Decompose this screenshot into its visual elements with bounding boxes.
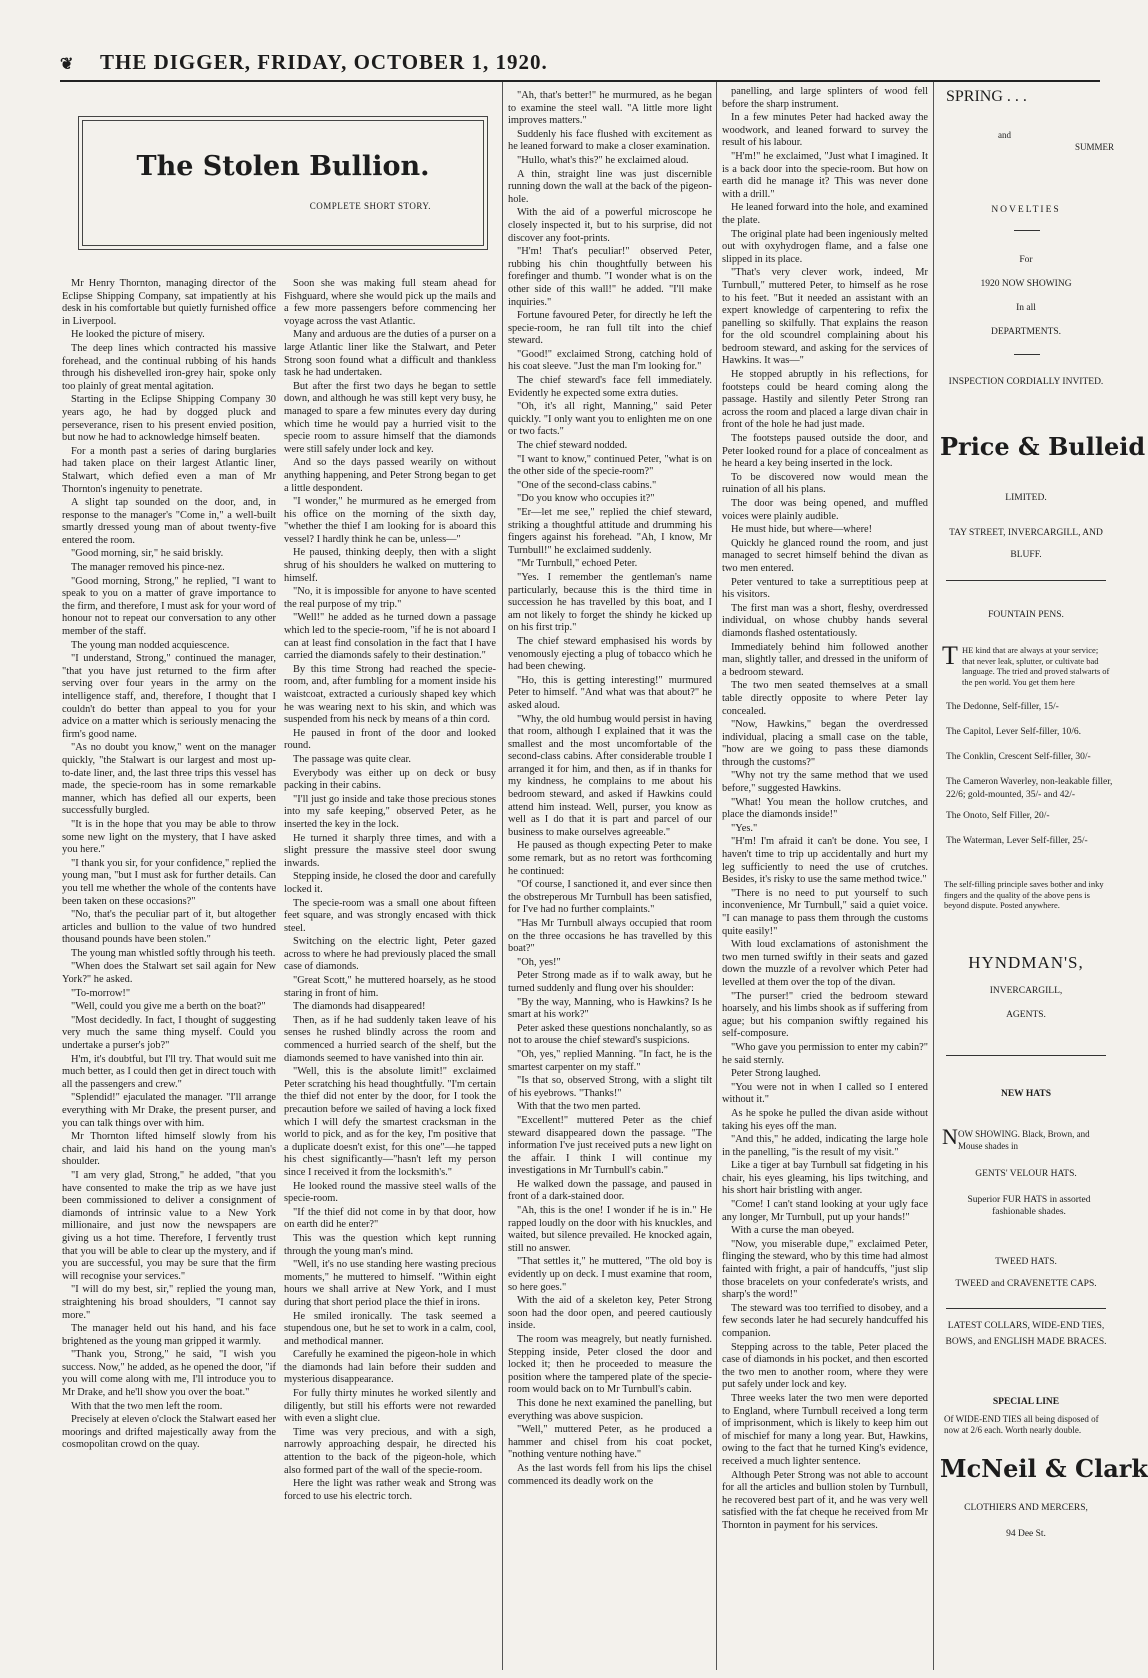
- story-paragraph: "You were not in when I called so I entered without it.": [722, 1081, 928, 1106]
- story-paragraph: "To-morrow!": [71, 987, 131, 999]
- hyndman-name: HYNDMAN'S,: [968, 953, 1084, 972]
- story-paragraph: Suddenly his face flushed with excitement as he leaned forward to make a closer examination.: [508, 128, 712, 153]
- story-paragraph: The steward was too terrified to disobey, and a few seconds later he had securely handcuffed his companion.: [722, 1302, 928, 1339]
- pen-item: The Conklin, Crescent Self-filler, 30/-: [946, 752, 1091, 762]
- story-paragraph: And so the days passed wearily on without anything happening, and Peter Strong began to get a little despondent.: [284, 457, 496, 494]
- story-paragraph: Many and arduous are the duties of a purser on a large Atlantic liner like the Stalwart, and Peter Strong soon found what a difficult and thankless task he had undertaken.: [284, 329, 496, 379]
- limited-text: LIMITED.: [1005, 493, 1047, 503]
- story-paragraph: "What! You mean the hollow crutches, and place the diamonds inside!": [722, 796, 928, 821]
- story-paragraph: "By the way, Manning, who is Hawkins? Is he smart at his work?": [508, 996, 712, 1021]
- story-paragraph: "No, that's the peculiar part of it, but altogether articles and bullion to the value of two hundred thousand pounds have been stolen.": [62, 909, 276, 946]
- velour-hats: GENTS' VELOUR HATS.: [975, 1169, 1077, 1179]
- story-paragraph: "Ah, that's better!" he murmured, as he began to examine the steel wall. "A little more light improves matters.": [508, 90, 712, 127]
- fountain-pens-ad: [938, 581, 1114, 923]
- story-paragraph: He paused as though expecting Peter to make some remark, but as no retort was forthcoming he continued:: [508, 840, 712, 877]
- story-paragraph: He smiled ironically. The task seemed a stupendous one, but he set to work in a calm, cool, and methodical manner.: [284, 1310, 496, 1347]
- story-paragraph: Precisely at eleven o'clock the Stalwart eased her moorings and drifted majestically away from the cosmopolitan crowd on the quay.: [62, 1414, 276, 1451]
- story-paragraph: The young man nodded acquiescence.: [71, 639, 230, 651]
- story-paragraph: Then, as if he had suddenly taken leave of his senses he rushed blindly across the room and commenced a hurried search of the shelf, but the diamonds seemed to have vanished into thin air.: [284, 1014, 496, 1064]
- story-paragraph: "It is in the hope that you may be able to throw some new light on the mystery, that I have asked you here.": [62, 818, 276, 856]
- story-paragraph: "One of the second-class cabins.": [517, 479, 657, 491]
- story-paragraph: Everybody was either up on deck or busy packing in their cabins.: [284, 767, 496, 792]
- mcneil-clark-name: McNeil & Clark: [940, 1454, 1148, 1483]
- pen-item: The Capitol, Lever Self-filler, 10/6.: [946, 727, 1081, 737]
- story-paragraph: "And this," he added, indicating the large hole in the panelling, "is the result of my visit.": [722, 1134, 928, 1158]
- story-paragraph: "Has Mr Turnbull always occupied that room on the three occasions he has travelled by this boat?": [508, 918, 712, 955]
- summer-word: SUMMER: [1074, 142, 1114, 152]
- story-paragraph: The footsteps paused outside the door, and Peter looked round for a place of concealment as he heard a key being inserted in the lock.: [722, 433, 928, 470]
- tweed-caps: TWEED and CRAVENETTE CAPS.: [955, 1279, 1097, 1289]
- story-paragraph: A slight tap sounded on the door, and, in response to the manager's "Come in," a well-built smartly dressed young man of about twenty-five entered the room.: [62, 497, 276, 546]
- story-paragraph: Although Peter Strong was not able to account for all the articles and bullion stolen by Turnbull, he recovered best part of it, and he was very well satisfied with the fat cheque he received from Mr Thornton in payment for his services.: [722, 1469, 928, 1531]
- story-paragraph: This done he next examined the panelling, but everything was above suspicion.: [508, 1397, 712, 1422]
- story-paragraph: The chief steward's face fell immediately. Evidently he expected some extra duties.: [508, 375, 712, 399]
- story-paragraph: The young man whistled softly through his teeth.: [71, 947, 276, 959]
- story-paragraph: He looked the picture of misery.: [71, 329, 205, 341]
- story-paragraph: Switching on the electric light, Peter gazed across to where he had previously placed the small case of diamonds.: [284, 936, 496, 973]
- dee-street-text: 94 Dee St.: [1006, 1529, 1046, 1539]
- story-paragraph: Peter Strong laughed.: [731, 1068, 821, 1080]
- story-paragraph: As the last words fell from his lips the chisel commenced its deadly work on the: [508, 1462, 712, 1487]
- and-word: and: [998, 130, 1011, 140]
- in-all-text: In all: [1016, 303, 1036, 313]
- tweed-hats: TWEED HATS.: [995, 1257, 1057, 1267]
- story-paragraph: Fortune favoured Peter, for directly he left the specie-room, he ran full tilt into the chief steward.: [508, 310, 712, 347]
- story-paragraph: The passage was quite clear.: [293, 753, 412, 765]
- story-paragraph: "Now, Hawkins," began the overdressed individual, placing a small case on the table, "how are we going to pass these diamonds through the customs?": [722, 719, 928, 768]
- pen-item: The Onoto, Self Filler, 20/-: [946, 811, 1050, 821]
- story-paragraph: To be discovered now would mean the ruination of all his plans.: [722, 471, 928, 496]
- now-showing-hats: OW SHOWING. Black, Brown, and Mouse shades in: [958, 1129, 1090, 1151]
- story-paragraph: In a few minutes Peter had hacked away the woodwork, and leaned forward to survey the result of his labour.: [722, 112, 928, 149]
- story-paragraph: With a curse the man obeyed.: [731, 1225, 855, 1237]
- story-paragraph: Like a tiger at bay Turnbull sat fidgeting in his chair, his eyes gleaming, his lips twitching, and his short hair bristling with anger.: [722, 1160, 928, 1197]
- story-paragraph: "Yes. I remember the gentleman's name particularly, because this is the third time in succession he has travelled by this boat, and I am not likely to forget the shindy he kicked up on his first trip.": [508, 571, 712, 634]
- story-paragraph: "Well," muttered Peter, as he produced a hammer and chisel from his coat pocket, "nothing venture nothing have.": [508, 1424, 712, 1461]
- story-paragraph: "Good morning, Strong," he replied, "I want to speak to you on a matter of grave importance to the firm, and therefore, I must ask for your word of honour not to repeat our conversation to any other member of the staff.: [62, 575, 276, 638]
- fur-hats: Superior FUR HATS in assorted fashionable shades.: [967, 1195, 1091, 1217]
- story-paragraph: "I wonder," he murmured as he emerged from his office on the morning of the sixth day, "whether the thief I am looking for is aboard this vessel? I hardly think he can be, unless—": [284, 496, 496, 545]
- story-paragraph: The diamonds had disappeared!: [293, 1001, 426, 1013]
- story-paragraph: The deep lines which contracted his massive forehead, and the continual rubbing of his hands through his dishevelled iron-grey hair, spoke only too plainly of great mental agitation.: [62, 342, 276, 392]
- advertisement-column: [938, 82, 1148, 1678]
- story-paragraph: The door was being opened, and muffled voices were plainly audible.: [722, 498, 928, 522]
- story-paragraph: "Why not try the same method that we used before," suggested Hawkins.: [722, 770, 928, 795]
- story-paragraph: "Oh, yes!": [517, 956, 561, 968]
- story-paragraph: He turned it sharply three times, and with a slight pressure the massive steel door swung inwards.: [284, 832, 496, 869]
- story-paragraph: He paused in front of the door and looked round.: [284, 727, 496, 752]
- story-column-4: [722, 86, 928, 1670]
- story-paragraph: "Ah, this is the one! I wonder if he is in." He rapped loudly on the door with his knuckles, and waited, but silence prevailed. He knocked again, still no answer.: [508, 1205, 712, 1254]
- story-paragraph: Mr Henry Thornton, managing director of the Eclipse Shipping Company, sat impatiently at his desk in his comfortable but quietly furnished office in Liverpool.: [62, 278, 276, 327]
- story-paragraph: The chief steward nodded.: [517, 440, 628, 452]
- story-paragraph: "Good morning, sir," he said briskly.: [71, 548, 224, 560]
- agents-text: AGENTS.: [1006, 1010, 1046, 1020]
- story-paragraph: The manager removed his pince-nez.: [71, 562, 225, 574]
- story-paragraph: By this time Strong had reached the specie-room, and, after fumbling for a moment inside his waistcoat, extracted a curiously shaped key which he was wearing next to his skin, and which was suspended from his neck by means of a thin cord.: [284, 663, 496, 726]
- story-paragraph: The manager held out his hand, and his face brightened as the young man gripped it warmly.: [62, 1323, 276, 1347]
- story-paragraph: With loud exclamations of astonishment the two men turned swiftly in their seats and gazed down the muzzle of a revolver which Peter had levelled at them over the top of the divan.: [722, 939, 928, 988]
- price-bulleid-ad: [938, 82, 1146, 522]
- story-paragraph: "I want to know," continued Peter, "what is on the other side of the specie-room?": [508, 453, 712, 478]
- hyndman-ad: [938, 923, 1114, 1043]
- story-paragraph: But after the first two days he began to settle down, and although he was still kept very busy, he managed to spare a few minutes every day during which time he would pay a hurried visit to the specie room to assure himself that the diamonds were still safely under lock and key.: [284, 380, 496, 455]
- story-paragraph: With the aid of a skeleton key, Peter Strong soon had the door open, and peered cautiously inside.: [508, 1295, 712, 1332]
- story-paragraph: "Er—let me see," replied the chief steward, striking a thoughtful attitude and drumming his fingers against his forehead. "Ah, I know, Mr Turnbull!" he exclaimed suddenly.: [508, 507, 712, 556]
- hyndman-city: INVERCARGILL,: [989, 986, 1063, 996]
- story-paragraph: "Who gave you permission to enter my cabin?" he said sternly.: [722, 1041, 928, 1066]
- story-paragraph: Peter Strong made as if to walk away, but he turned suddenly and flung over his shoulder:: [508, 970, 712, 994]
- story-paragraph: "That's very clever work, indeed, Mr Turnbull," muttered Peter, to himself as he rose to his feet. "But it needed an assistant with an expert knowledge of carpentering to refix the panelling so skilfully. That explains the reason for the old scoundrel complaining about his bedroom steward, and asking for the services of Hawkins. It was—": [722, 267, 928, 367]
- story-paragraph: Here the light was rather weak and Strong was forced to use his electric torch.: [284, 1478, 496, 1502]
- pen-item: The Dedonne, Self-filler, 15/-: [946, 702, 1059, 712]
- story-paragraph: "Well, this is the absolute limit!" exclaimed Peter scratching his head thoughtfully. "I'm certain the thief did not enter by the door, for I took the precaution before we sailed of having a lock fixed which I will defy the smartest cracksman in the world to pick, and as for the key, I'm positive that a duplicate doesn't exist, for this one"—he tapped his chest significantly—"hasn't left my person since I received it from the locksmith's.": [284, 1066, 496, 1178]
- story-paragraph: Carefully he examined the pigeon-hole in which the diamonds had lain before their sudden and mysterious disappearance.: [284, 1349, 496, 1386]
- story-paragraph: "I am very glad, Strong," he added, "that you have consented to make the trip as we have just been commissioned to deliver a consignment of diamonds of intrinsic value to a New York millionaire, and just now the newspapers are giving us a hot time. Therefore, I fervently trust that you will be able to clear up the mystery, and if you are successful, you may be sure that the firm will recognise your services.": [62, 1169, 276, 1282]
- story-paragraph: "If the thief did not come in by that door, how on earth did he enter?": [284, 1206, 496, 1231]
- pens-drop-cap: T: [942, 641, 958, 670]
- story-paragraph: "Now, you miserable dupe," exclaimed Peter, flinging the steward, who by this time had almost fainted with fright, a pair of handcuffs, "just slip those bracelets on your confederate's wrists, and sharp's the word!": [722, 1238, 928, 1301]
- story-paragraph: Starting in the Eclipse Shipping Company 30 years ago, he had by dogged pluck and perseverance, risen to his present envied position, but now he had to acknowledge himself beaten.: [62, 394, 276, 444]
- masthead-ornament-icon: ❦: [60, 56, 75, 73]
- story-paragraph: Quickly he glanced round the room, and just managed to secret himself behind the divan as two men entered.: [722, 537, 928, 574]
- story-column-1: [62, 278, 276, 1670]
- now-showing-text: 1920 NOW SHOWING: [980, 279, 1072, 289]
- story-column-3: [508, 90, 712, 1670]
- story-paragraph: "There is no need to put yourself to such inconvenience, Mr Turnbull," said a quiet voice. "I can manage to pass them through the customs quite easily!": [722, 887, 928, 937]
- story-paragraph: "Mr Turnbull," echoed Peter.: [517, 558, 638, 570]
- story-paragraph: "I understand, Strong," continued the manager, "that you have just returned to the firm after serving over four years in the army on the intelligence staff, and, therefore, I thought that I couldn't do better than appeal to you for your advice on a matter which is seriously menacing the firm's good name.: [62, 653, 276, 740]
- story-paragraph: He must hide, but where—where!: [731, 524, 873, 536]
- story-column-2: [284, 278, 496, 1670]
- story-paragraph: A thin, straight line was just discernible running down the wall at the back of the pigeon-hole.: [508, 168, 712, 205]
- pens-intro: HE kind that are always at your service; that never leak, splutter, or cultivate bad language. The tried and proved stalwarts of the pen world. You get them here: [962, 645, 1110, 687]
- story-paragraph: The two men seated themselves at a small table directly opposite to where Peter lay concealed.: [722, 680, 928, 717]
- spring-heading: SPRING . . .: [946, 88, 1027, 105]
- pen-item: The Waterman, Lever Self-filler, 25/-: [946, 836, 1088, 846]
- story-paragraph: "Of course, I sanctioned it, and ever since then the obstreperous Mr Turnbull has been satisfied, for I've had no further complaints.": [508, 879, 712, 916]
- story-paragraph: "Excellent!" muttered Peter as the chief steward disappeared down the passage. "The information I've just received puts a new light on the affair. I think I will continue my investigations in Mr Turnbull's cabin.": [508, 1114, 712, 1177]
- story-paragraph: The first man was a short, fleshy, overdressed individual, on whose chubby hands several diamonds flashed ostentatiously.: [722, 602, 928, 639]
- column-rule: [502, 82, 503, 1670]
- story-paragraph: "Hullo, what's this?" he exclaimed aloud.: [517, 154, 689, 166]
- story-paragraph: As he spoke he pulled the divan aside without taking his eyes off the man.: [722, 1107, 928, 1132]
- column-rule: [716, 82, 717, 1670]
- special-line-heading: SPECIAL LINE: [992, 1397, 1060, 1407]
- for-word: For: [1019, 255, 1033, 265]
- story-paragraph: He looked round the massive steel walls of the specie-room.: [284, 1180, 496, 1205]
- story-paragraph: The room was meagrely, but neatly furnished. Stepping inside, Peter closed the door and locked it; then he proceeded to measure the position where the tampered plate of the specie-room would back on to Mr Turnbull's cabin.: [508, 1334, 712, 1396]
- story-paragraph: "No, it is impossible for anyone to have scented the real purpose of my trip.": [284, 586, 496, 610]
- story-paragraph: Mr Thornton lifted himself slowly from his chair, and laid his hand on the young man's shoulder.: [62, 1131, 276, 1168]
- inspection-text: INSPECTION CORDIALLY INVITED.: [948, 377, 1104, 387]
- masthead: [60, 50, 1100, 80]
- story-paragraph: For a month past a series of daring burglaries had taken place on their largest Atlantic liner, Stalwart, which defied even a man of Mr Thornton's ingenuity to penetrate.: [62, 445, 276, 495]
- story-paragraph: He leaned forward into the hole, and examined the plate.: [722, 202, 928, 226]
- ad-divider: [946, 1308, 1106, 1309]
- story-paragraph: With that the two men parted.: [517, 1101, 641, 1113]
- new-hats-heading: NEW HATS: [1000, 1089, 1052, 1099]
- story-paragraph: He stopped abruptly in his reflections, for footsteps could be heard coming along the passage. Hastily and silently Peter Strong ran across the room and placed a large divan chair in front of the hole he had just made.: [722, 369, 928, 431]
- story-paragraph: "Well, it's no use standing here wasting precious moments," he muttered to himself. "Within eight hours we shall arrive at New York, and I must during that short period place the thief in irons.: [284, 1259, 496, 1308]
- story-paragraph: "Splendid!" ejaculated the manager. "I'll arrange everything with Mr Drake, the present purser, and you can talk things over with him.: [62, 1092, 276, 1129]
- story-paragraph: With the aid of a powerful microscope he closely inspected it, but to his surprise, did not discover any foot-prints.: [508, 207, 712, 244]
- story-paragraph: For fully thirty minutes he worked silently and diligently, but still his efforts were not rewarded with even a slight clue.: [284, 1388, 496, 1425]
- story-paragraph: "Thank you, Strong," he said, "I wish you success. Now," he added, as he opened the door, "if you will come along with me, I'll introduce you to Mr Drake, and he'll show you over the boat.": [62, 1349, 276, 1399]
- story-paragraph: "That settles it," he muttered, "The old boy is evidently up on deck. I must examine that room, so here goes.": [508, 1256, 712, 1293]
- story-paragraph: "Come! I can't stand looking at your ugly face any longer, Mr Turnbull, put up your hands!": [722, 1199, 928, 1223]
- story-paragraph: With that the two men left the room.: [71, 1400, 223, 1412]
- story-paragraph: H'm, it's doubtful, but I'll try. That would suit me much better, as I could then get in direct touch with all the passengers and crew.": [62, 1053, 276, 1090]
- pens-outro: The self-filling principle saves bother and inky fingers and the quality of the above pens is beyond dispute. Posted anywhere.: [944, 879, 1104, 910]
- story-paragraph: "Well!" he added as he turned down a passage which led to the specie-room, "if he is not aboard I can at least find consolation in the fact that I have carried the diamonds safely to their destination.": [284, 612, 496, 662]
- now-showing-drop-cap: N: [942, 1124, 958, 1149]
- story-paragraph: "The purser!" cried the bedroom steward hoarsely, and his limbs shook as if suffering from ague; but his companion swiftly regained his self-composure.: [722, 990, 928, 1040]
- story-paragraph: "Do you know who occupies it?": [517, 493, 655, 505]
- story-paragraph: This was the question which kept running through the young man's mind.: [284, 1232, 496, 1257]
- story-paragraph: Immediately behind him followed another man, slightly taller, and dressed in the uniform of a bedroom steward.: [722, 641, 928, 678]
- story-paragraph: "I thank you sir, for your confidence," replied the young man, "but I must ask for further details. Can you tell me whether the whole of the contents have been taken on these occasions?": [62, 857, 276, 907]
- story-paragraph: Stepping inside, he closed the door and carefully locked it.: [284, 871, 496, 895]
- special-line-text: Of WIDE-END TIES all being disposed of now at 2/6 each. Worth nearly double.: [944, 1414, 1099, 1435]
- story-paragraph: "I will do my best, sir," replied the young man, straightening his broad shoulders, "I cannot say more.": [62, 1284, 276, 1321]
- story-paragraph: Three weeks later the two men were deported to England, where Turnbull received a long term of imprisonment, which is likely to keep him out of mischief for many a long year. But, Hawkins, owing to the fact that he turned King's evidence, received a much lighter sentence.: [722, 1392, 928, 1467]
- story-paragraph: panelling, and large splinters of wood fell before the sharp instrument.: [722, 86, 928, 110]
- story-paragraph: "Good!" exclaimed Strong, catching hold of his coat sleeve. "Just the man I'm looking for.": [508, 348, 712, 373]
- story-paragraph: "Well, could you give me a berth on the boat?": [71, 1001, 266, 1013]
- story-paragraph: "Yes.": [731, 822, 758, 834]
- story-paragraph: Soon she was making full steam ahead for Fishguard, where she would pick up the mails and a few more passengers before commencing her voyage across the vast Atlantic.: [284, 278, 496, 327]
- story-paragraph: The chief steward emphasised his words by venomously ejecting a plug of tobacco which he had been chewing.: [508, 635, 712, 673]
- masthead-text: THE DIGGER, FRIDAY, OCTOBER 1, 1920.: [100, 50, 548, 74]
- story-paragraph: "I'll just go inside and take those precious stones into my safe keeping," observed Peter, as he inserted the key in the lock.: [284, 793, 496, 830]
- price-bulleid-name: Price & Bulleid: [940, 432, 1146, 461]
- story-paragraph: "Great Scott," he muttered hoarsely, as he stood staring in front of him.: [284, 975, 496, 999]
- departments-text: DEPARTMENTS.: [990, 327, 1062, 337]
- story-paragraph: Peter asked these questions nonchalantly, so as not to arouse the chief steward's suspicions.: [508, 1022, 712, 1047]
- story-title-box: [82, 120, 484, 246]
- story-paragraph: "When does the Stalwart set sail again for New York?" he asked.: [62, 961, 276, 986]
- story-paragraph: "H'm!" he exclaimed, "Just what I imagined. It is a back door into the specie-room. But how on earth did he manage it? This was never done with a drill.": [722, 150, 928, 200]
- address-text: TAY STREET, INVERCARGILL, AND BLUFF.: [949, 528, 1103, 560]
- novelties-heading: NOVELTIES: [991, 205, 1061, 215]
- story-title: The Stolen Bullion.: [136, 151, 430, 182]
- story-paragraph: "Most decidedly. In fact, I thought of suggesting very much the same thing myself. Could you undertake a purser's job?": [62, 1014, 276, 1052]
- story-paragraph: He walked down the passage, and paused in front of a dark-stained door.: [508, 1178, 712, 1203]
- fountain-pens-heading: FOUNTAIN PENS.: [988, 610, 1064, 620]
- pens-list: [946, 701, 1114, 854]
- story-paragraph: The original plate had been ingeniously melted out with oxyhydrogen flame, and a false one slipped in its place.: [722, 228, 928, 265]
- story-paragraph: Stepping across to the table, Peter placed the case of diamonds in his pocket, and then escorted the two men to another room, where they were put safely under lock and key.: [722, 1341, 928, 1391]
- collars-text: LATEST COLLARS, WIDE-END TIES, BOWS, and ENGLISH MADE BRACES.: [945, 1321, 1107, 1347]
- story-paragraph: He paused, thinking deeply, then with a slight shrug of his shoulders he walked on muttering to himself.: [284, 547, 496, 584]
- pen-item: The Cameron Waverley, non-leakable filler, 22/6; gold-mounted, 35/- and 42/-: [946, 777, 1113, 800]
- divider: [1014, 230, 1040, 231]
- story-paragraph: Peter ventured to take a surreptitious peep at his visitors.: [722, 576, 928, 601]
- story-paragraph: "Ho, this is getting interesting!" murmured Peter to himself. "And what was that about?" he asked aloud.: [508, 674, 712, 711]
- story-paragraph: The specie-room was a small one about fifteen feet square, and was strongly encased with thick steel.: [284, 897, 496, 934]
- clothiers-text: CLOTHIERS AND MERCERS,: [964, 1503, 1088, 1513]
- story-paragraph: "Why, the old humbug would persist in having that room, although I explained that it was the smallest and the most uncomfortable of the second-class cabins. After considerable trouble I arranged it for him, and then, as if in thanks for my kindness, he complains to me about his bedroom steward, and asked if Hawkins could attend him instead. Well, purser, you know as well as I do that it is part and parcel of our business to make ourselves agreeable.": [508, 713, 712, 838]
- story-paragraph: "Oh, it's all right, Manning," said Peter quickly. "I only want you to enlighten me on one or two facts.": [508, 401, 712, 438]
- story-subtitle: COMPLETE SHORT STORY.: [309, 201, 431, 211]
- story-paragraph: "Oh, yes," replied Manning. "In fact, he is the smartest carpenter on my staff.": [508, 1048, 712, 1073]
- mcneil-clark-ad: [938, 1056, 1148, 1576]
- story-paragraph: "Is that so, observed Strong, with a slight tilt of his eyebrows. "Thanks!": [508, 1075, 712, 1099]
- story-paragraph: Time was very precious, and with a sigh, narrowly approaching despair, he directed his attention to the back of the pigeon-hole, which also formed part of the wall of the specie-room.: [284, 1426, 496, 1476]
- story-paragraph: "As no doubt you know," went on the manager quickly, "the Stalwart is our largest and most up-to-date liner, and, the last three trips this vessel has made, the specie-room has in some remarkable manner, which has defied all our experts, been successfully burgled.: [62, 742, 276, 817]
- column-rule: [933, 82, 934, 1670]
- story-paragraph: "H'm! That's peculiar!" observed Peter, rubbing his chin thoughtfully between his forefinger and thumb. "I wonder what is on the other side of this wall!" he added. "I'll make inquiries.": [508, 246, 712, 308]
- story-paragraph: "H'm! I'm afraid it can't be done. You see, I haven't time to trip up accidentally and hurt my leg sufficiently to need the use of crutches. Besides, it's risky to use the same method twice.": [722, 836, 928, 886]
- divider: [1014, 354, 1040, 355]
- price-bulleid-address: [938, 522, 1114, 560]
